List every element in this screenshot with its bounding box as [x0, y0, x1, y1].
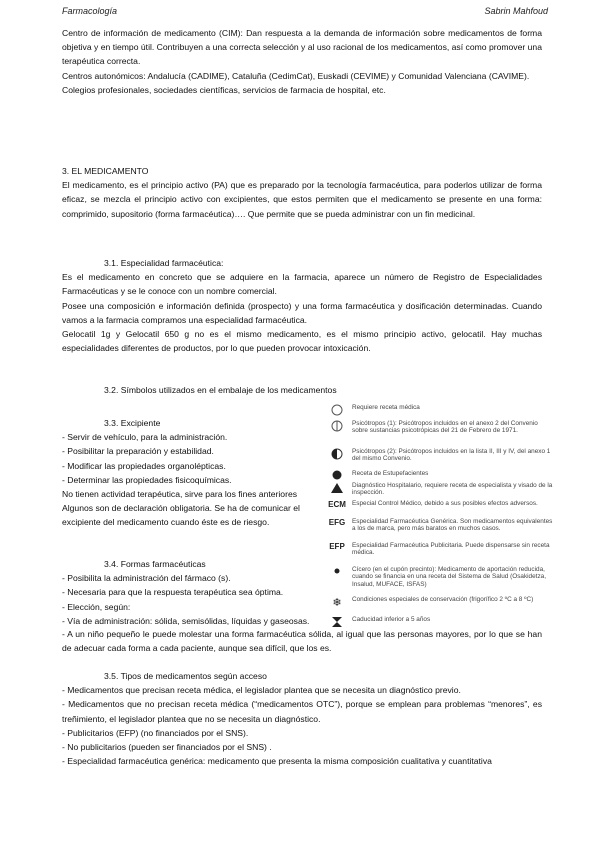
forma-item: - Elección, según: — [62, 601, 131, 612]
acceso-item: - Especialidad farmacéutica genérica: medicamento que presenta la misma composición cualitativa y cuantitativa — [62, 756, 492, 767]
intro-cim: Centro de información de medicamento (CIM): Dan respuesta a la demanda de información sobre medicamentos de forma objetiva y en tiempo útil. Contribuyen a una correcta selección y al uso racional de los medicamentos, así como promover una terapéutica correcta. — [62, 28, 542, 67]
psicotropos-1-icon — [322, 420, 352, 432]
forma-item: - Vía de administración: sólida, semisólidas, líquidas y gaseosas. — [62, 615, 310, 626]
section-3-3-title: 3.3. Excipiente — [104, 418, 161, 428]
hourglass-icon — [322, 616, 352, 628]
legend-text: Caducidad inferior a 5 años — [352, 616, 431, 623]
diagnostico-triangle-icon — [322, 482, 352, 494]
legend-row — [322, 448, 554, 470]
section-3-3 — [62, 416, 324, 530]
section-3-4-title: 3.4. Formas farmacéuticas — [104, 559, 206, 569]
efg-label: EFG — [328, 518, 346, 527]
section-3-1-para-1: Es el medicamento en concreto que se adquiere en la farmacia, aparece un número de Registro de Especialidades Farmacéuticas y se le conoce con un nombre comercial. — [62, 272, 542, 297]
section-3-body: El medicamento, es el principio activo (PA) que es preparado por la tecnología farmacéutica, para poderlos utilizar de forma eficaz, se mezcla el principio activo con excipientes, que estos permiten que el medicamento se presente en una forma: comprimido, supositorio (forma farmacéutica)…. Que permite que se pueda administrar con un fin medicinal. — [62, 180, 542, 219]
legend-row — [322, 500, 554, 518]
legend-row — [322, 596, 554, 616]
legend-text: Psicótropos (2): Psicótropos incluidos en la lista II, III y IV, del anexo 1 del mismo Convenio. — [352, 448, 551, 463]
legend-row — [322, 470, 554, 482]
legend-row — [322, 566, 554, 596]
cicero-dot-icon — [322, 566, 352, 576]
acceso-item: - No publicitarios (pueden ser financiados por el SNS) . — [62, 742, 272, 753]
legend-text: Condiciones especiales de conservación (frigorífico 2 ºC a 8 ºC) — [352, 596, 534, 603]
section-3-4-wide — [62, 627, 542, 655]
legend-text: Especialidad Farmacéutica Publicitaria. Puede dispensarse sin receta médica. — [352, 542, 550, 557]
estupefacientes-icon — [322, 470, 352, 480]
section-3-1-para-2: Posee una composición e información definida (prospecto) y una forma farmacéutica y dosificación determinadas. Cuando vamos a la farmacia compramos una especialidad farmacéutica. — [62, 300, 542, 325]
acceso-item: - Medicamentos que no precisan receta médica (“medicamentos OTC”), porque se emplean para problemas “menores”, es treñimiento, el legislador plantea que no se necesita un diagnóstico. — [62, 699, 542, 724]
intro-colegios: Colegios profesionales, sociedades científicas, servicios de farmacia de hospital, etc. — [62, 84, 386, 95]
receta-circle-icon — [322, 404, 352, 416]
section-3-5-title: 3.5. Tipos de medicamentos según acceso — [104, 671, 267, 681]
legend-text: Receta de Estupefacientes — [352, 470, 429, 477]
legend-row — [322, 482, 554, 500]
legend-row — [322, 420, 554, 448]
forma-item: - Necesaria para que la respuesta terapéutica sea óptima. — [62, 587, 284, 598]
section-3-1 — [62, 256, 542, 355]
section-3-1-title: 3.1. Especialidad farmacéutica: — [104, 258, 224, 268]
legend-row — [322, 404, 554, 420]
legend-text: Psicótropos (1): Psicótropos incluidos en el anexo 2 del Convenio sobre sustancias psicotrópicas del 21 de Febrero de 1971. — [352, 420, 538, 435]
intro-block — [62, 26, 542, 97]
symbols-legend — [322, 404, 554, 630]
section-3-1-para-3: Gelocatil 1g y Gelocatil 650 g no es el mismo medicamento, es el mismo principio activo, gelocatil. Hay muchas especialidades diferentes de productos, por lo que pueden provocar intoxicación. — [62, 329, 542, 354]
forma-item: - Posibilita la administración del fármaco (s). — [62, 573, 231, 584]
excipiente-item: - Posibilitar la preparación y estabilidad. — [62, 446, 214, 457]
legend-text: Diagnóstico Hospitalario, requiere receta de especialista y visado de la inspección. — [352, 482, 553, 497]
section-3-2-title: 3.2. Símbolos utilizados en el embalaje de los medicamentos — [104, 385, 337, 395]
intro-centros: Centros autonómicos: Andalucía (CADIME), Cataluña (CedimCat), Euskadi (CEVIME) y Comunidad Valenciana (CAVIME). — [62, 70, 530, 81]
excipiente-item: - Servir de vehículo, para la administración. — [62, 432, 228, 443]
ecm-label: ECM — [328, 500, 346, 509]
snowflake-icon: ❄ — [332, 597, 342, 609]
acceso-item: - Publicitarios (EFP) (no financiados por el SNS). — [62, 727, 249, 738]
excipiente-item: - Determinar las propiedades fisicoquímicas. — [62, 474, 232, 485]
legend-row — [322, 542, 554, 566]
section-3-5 — [62, 669, 542, 768]
section-3-4 — [62, 557, 324, 628]
legend-text: Cícero (en el cupón precinto): Medicamento de aportación reducida, cuando se financia en una receta del Sistema de Salud (Osakidetza, Insalud, MUFACE, ISFAS) — [352, 566, 546, 588]
legend-text: Requiere receta médica — [352, 404, 420, 411]
section-3-title: 3. EL MEDICAMENTO — [62, 166, 149, 176]
header-author: Sabrin Mahfoud — [484, 6, 548, 16]
psicotropos-2-icon — [322, 448, 352, 460]
legend-text: Especial Control Médico, debido a sus posibles efectos adversos. — [352, 500, 538, 507]
section-3 — [62, 164, 542, 221]
header-course: Farmacología — [62, 6, 118, 16]
efp-label: EFP — [329, 542, 345, 551]
section-3-2 — [62, 383, 542, 397]
excipiente-item: - Modificar las propiedades organolépticas. — [62, 460, 226, 471]
acceso-item: - Medicamentos que precisan receta médica, el legislador plantea que se necesita un diagnóstico previo. — [62, 685, 461, 696]
legend-row — [322, 518, 554, 542]
excipiente-note: No tienen actividad terapéutica, sirve para los fines anteriores Algunos son de declaración obligatoria. Se ha de comunicar el excipiente del medicamento cuando éste es de riesgo. — [62, 489, 300, 528]
legend-row — [322, 616, 554, 630]
legend-text: Especialidad Farmacéutica Genérica. Son medicamentos equivalentes a los de marca, pero más baratos en muchos casos. — [352, 518, 553, 533]
forma-item-wide: - A un niño pequeño le puede molestar una forma farmacéutica sólida, al igual que las personas mayores, por lo que se han de adecuar cada forma a cada paciente, aunque sea difícil, que los es. — [62, 629, 542, 654]
